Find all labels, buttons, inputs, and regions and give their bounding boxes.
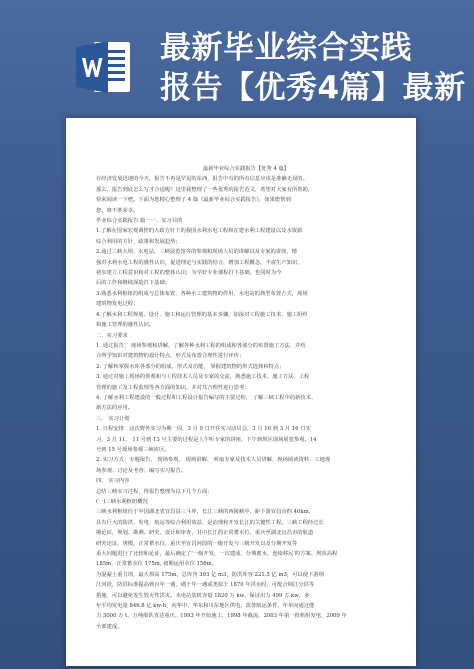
document-line: 3.熟悉水利枢纽的组成与总体布置，各种水工建筑物的作用，水电站的典型布置方式，现场 xyxy=(96,290,308,297)
document-line: 后的工作和继续深造打下基础； xyxy=(96,280,171,287)
document-line: 综合利用的方针，政策和发展趋势； xyxy=(96,238,181,245)
document-line: 3. 通过对施工现场的参观和与工程技术人员及专家的交流，熟悉施工技术、施工方法，工程 xyxy=(96,374,310,381)
document-line: 管理的施工及工程监理等各方面的知识，并对其合理性进行思考； xyxy=(96,384,250,391)
document-line: 措施，可以避免发生毁灭性洪灾。水电站装机容量 1820 万 kw，保证出力 499 万 kw，多 xyxy=(96,592,310,599)
document-line: 四、 实习内容 xyxy=(96,478,130,485)
document-line: 您，将不胜荣幸。 xyxy=(96,207,139,214)
document-line: 在经济发展迅速的今天，报告不再是罕见的东西，报告中有的所有信息应该是准确无误的。 xyxy=(96,176,308,183)
document-body xyxy=(96,164,396,632)
document-line: 2. 了解和掌握水库各部分的组成、形式及功能， 掌握建筑物的形式选择和特点； xyxy=(96,363,285,370)
document-line: 具有巨大的防洪、发电、航运等综合利用效益，是治理和开发长江的关键性工程。三峡工程经过长 xyxy=(96,519,324,526)
document-line: 强对水利水电工程的感性认识，促进理论与实践的结合，增加工程概念，丰富生产知识， xyxy=(96,259,303,266)
document-line: 毕业综合实践报告 篇一一、实习目的 xyxy=(96,218,183,225)
document-line: 年平均发电量 846.8 亿 kw·h，向华中、华东和川东地区供电，改善航运条件，年单向通过能 xyxy=(96,603,315,610)
document-line: 4.了解水利工程规划、设计、施工和运行管理的基本步骤，加深对工程施工技术、施工组织 xyxy=(96,311,308,318)
page-title-line-1: 最新毕业综合实践 xyxy=(160,30,412,66)
document-line: 力 5000 万 t，万吨船队直达重庆。1993 年开始施工，1998 年截流，2003 年第一批机组发电，2009 年 xyxy=(96,613,347,620)
document-line: 快来阅读一下吧。下面为您精心整理了 4 篇《最新毕业综合实践报告》，如果能帮到 xyxy=(96,197,291,204)
document-line: 总结三峡实习过程，得报告整理为以下几个方面： xyxy=(96,488,213,495)
document-line: 合所学知识对建筑物的设计特点、形式及布置合理性进行评价； xyxy=(96,353,245,360)
document-line: 那么，报告到底怎么写才合适呢？这里我整理了一些优秀的报告范文，希望对大家有所帮助， xyxy=(96,186,314,193)
page-title-line-2: 报告【优秀4篇】最新 xyxy=(160,70,466,106)
document-line: 江河段，防洪标准提高到百年一遇，遇千年一遇或类似于 1870 年洪水时，可配合荆江分洪等 xyxy=(96,582,315,589)
document-line: 1. 日程安排：这次野外实习为期一周，3 月 9 日开往实习动员会，3 月 10 到 3 月 16 日实 xyxy=(96,426,311,433)
document-line: 2.通过三峡大坝、水电站、三峡展览馆等的参观和现场人员的讲解以及专家的讲座，增 xyxy=(96,249,298,256)
document-line: 2. 实习方式：专题报告、 现场参观、 现场讲解、 听取专家及技术人员讲解、现场阅读资料、工地现 xyxy=(96,457,331,464)
document-line: 二、实习要求 xyxy=(96,332,128,339)
document-page xyxy=(66,118,416,666)
document-heading: 最新毕业综合实践报告【优秀 4 篇】 xyxy=(202,166,290,172)
document-line: 1. 通过报告、 现场参观和讲解，了解各种水利工程的组成和各部分的布置施工方法，并结 xyxy=(96,342,306,349)
document-line: 初步建立工程意识和对工程的整体认识，为学好专业课程打下基础，也同时为今 xyxy=(96,270,282,277)
document-line: 建筑物发电过程； xyxy=(96,301,139,308)
document-line: 号到 15 号现场参观三峡库区。 xyxy=(96,446,170,453)
document-line: 三、 实习计划 xyxy=(96,415,130,422)
word-document-icon xyxy=(74,38,132,96)
header-banner xyxy=(0,0,474,112)
document-line: 1.了解在国家宏观调控的大政方针下的我国水利水电工程和在建水利工程建设以及水资源 xyxy=(96,228,303,235)
document-line: 和施工管理的感性认识。 xyxy=(96,322,155,329)
document-line: 习，3 月 11、 11 号到 13 号主要的过程是上午听专家的讲座，下午到坝区现场展览参观，14 xyxy=(96,436,317,443)
document-line: 185m，正常蓄水位 175m, 初期运用水位 156m。 xyxy=(96,561,217,568)
document-line: 研究论证，规模，正常蓄水位，重庆至宜昌河段的一级开发与三级开发以及分期开发等 xyxy=(96,540,298,547)
document-line: 三峡水利枢纽位于中国湖北省宜昌县三斗坪，长江三峡的西陵峡中，距下游宜昌市约 40km， xyxy=(96,509,314,516)
document-line: 全部建成。 xyxy=(96,623,123,630)
document-line: (一)三峡水利枢纽概况 xyxy=(96,499,148,505)
document-line: 4. 了解水利工程建设的一般过程和工程设计报告编写的主要过程， 了解三峡工程中的新技术、 xyxy=(96,394,317,401)
document-line: 重大问题进行了比较和论证，最后确定了'一级开发，一次建成，分期蓄水，连续移民'的方案。坝顶高程 xyxy=(96,551,338,558)
document-line: 场参观、讨论及考查、编写实习报告。 xyxy=(96,467,187,474)
document-line: 期论证，规划、勘测、研究，设计和审查，其中长江的正常蓄水位、重庆至湖北宜昌市的航道 xyxy=(96,530,314,537)
document-line: 为混凝土重力坝，最大坝高 175m，总库容 393 亿 m3，防洪库容 221.5 亿 m3，可以使下游荆 xyxy=(96,571,324,578)
document-line: 新方法的应用。 xyxy=(96,405,134,412)
